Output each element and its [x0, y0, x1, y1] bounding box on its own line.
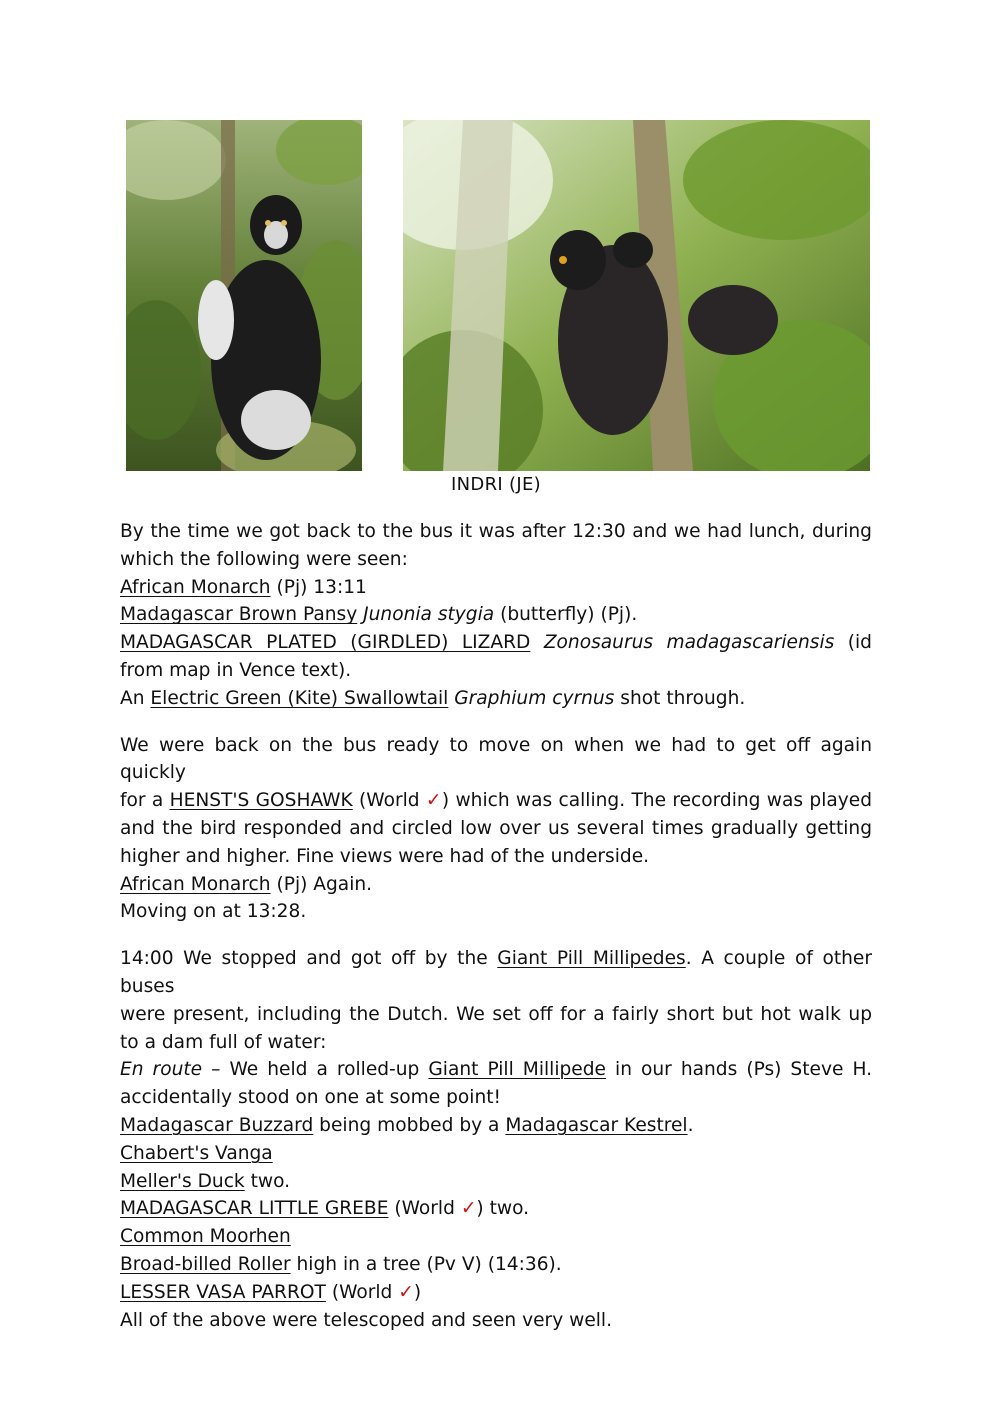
note-text: high in a tree (Pv V) (14:36). — [290, 1253, 562, 1275]
text-line — [120, 1168, 872, 1196]
note-text: An — [120, 687, 151, 709]
indri-photo-right — [403, 120, 870, 471]
note-text: 14:00 We stopped and got off by the — [120, 948, 498, 970]
text-line: which the following were seen: — [120, 548, 408, 570]
species-name: Madagascar Buzzard — [120, 1114, 314, 1136]
note-text: (World — [352, 790, 426, 812]
text-line — [120, 1056, 872, 1084]
text-line: Moving on at 13:28. — [120, 901, 307, 923]
note-text: shot through. — [614, 687, 746, 709]
text-line — [120, 871, 872, 899]
species-name: Common Moorhen — [120, 1226, 291, 1248]
text-line — [120, 1251, 872, 1279]
species-name: Electric Green (Kite) Swallowtail — [150, 687, 449, 709]
species-name: African Monarch — [120, 873, 271, 895]
note-text: – We held a rolled-up — [202, 1059, 429, 1081]
indri-photo-left-image — [126, 120, 362, 471]
species-name: Chabert's Vanga — [120, 1142, 273, 1164]
note-text: (Pj) 13:11 — [270, 576, 367, 598]
text-line: were present, including the Dutch. We set off for a fairly short but hot walk up — [120, 1003, 872, 1025]
text-line: and the bird responded and circled low over us several times gradually getting — [120, 817, 872, 839]
paragraph-goshawk — [120, 732, 872, 927]
photo-caption: INDRI (JE) — [451, 474, 541, 495]
report-text — [120, 518, 872, 1353]
note-text: being mobbed by a — [313, 1114, 506, 1136]
paragraph-lunch — [120, 518, 872, 713]
species-name: African Monarch — [120, 576, 271, 598]
text-line — [120, 787, 872, 815]
text-line: We were back on the bus ready to move on when we had to get off again quickly — [120, 734, 872, 784]
indri-photo-right-image — [403, 120, 870, 471]
note-text: (World — [388, 1198, 461, 1220]
species-name: Giant Pill Millipedes — [497, 948, 686, 970]
note-text: for a — [120, 790, 170, 812]
note-text: ) two. — [476, 1198, 530, 1220]
tick-icon: ✓ — [460, 1198, 477, 1220]
note-text: (World — [325, 1281, 399, 1303]
species-name: HENST'S GOSHAWK — [169, 790, 353, 812]
text-line: from map in Vence text). — [120, 659, 352, 681]
scientific-name: Junonia stygia — [363, 604, 495, 626]
species-name: Meller's Duck — [120, 1170, 245, 1192]
text-line: accidentally stood on one at some point! — [120, 1087, 501, 1109]
paragraph-millipedes — [120, 945, 872, 1334]
text-line — [120, 1279, 872, 1307]
scientific-name: Graphium cyrnus — [454, 687, 615, 709]
species-name: Giant Pill Millipede — [428, 1059, 606, 1081]
note-text: . A couple of other buses — [120, 948, 872, 997]
species-name: LESSER VASA PARROT — [120, 1281, 326, 1303]
species-name: MADAGASCAR LITTLE GREBE — [120, 1198, 389, 1220]
note-text: . — [687, 1114, 694, 1136]
text-line — [120, 1140, 872, 1168]
text-line — [120, 574, 872, 602]
tick-icon: ✓ — [425, 790, 442, 812]
text-line: All of the above were telescoped and seen very well. — [120, 1309, 612, 1331]
tick-icon: ✓ — [398, 1281, 414, 1303]
text-line: to a dam full of water: — [120, 1031, 327, 1053]
note-text: ) — [413, 1281, 422, 1303]
text-line — [120, 1223, 872, 1251]
note-text: ) which was calling. The recording was played — [441, 790, 873, 812]
note-text: En route — [120, 1059, 203, 1081]
text-line: higher and higher. Fine views were had of the underside. — [120, 845, 650, 867]
text-line — [120, 945, 872, 1001]
note-text: (Pj) Again. — [270, 873, 373, 895]
note-text: two. — [244, 1170, 291, 1192]
note-text: (butterfly) (Pj). — [494, 604, 638, 626]
note-text: (id — [834, 632, 872, 654]
species-name: MADAGASCAR PLATED (GIRDLED) LIZARD — [120, 632, 531, 654]
text-line — [120, 685, 872, 713]
indri-photo-left — [126, 120, 362, 471]
text-line: By the time we got back to the bus it was after 12:30 and we had lunch, during — [120, 521, 872, 542]
species-name: Madagascar Brown Pansy — [120, 604, 358, 626]
text-line — [120, 1195, 872, 1223]
text-line — [120, 601, 872, 629]
scientific-name: Zonosaurus madagascariensis — [543, 632, 835, 654]
text-line — [120, 629, 872, 657]
text-line — [120, 1112, 872, 1140]
note-text: in our hands (Ps) Steve H. — [606, 1059, 873, 1081]
species-name: Broad-billed Roller — [120, 1253, 291, 1275]
species-name: Madagascar Kestrel — [505, 1114, 688, 1136]
